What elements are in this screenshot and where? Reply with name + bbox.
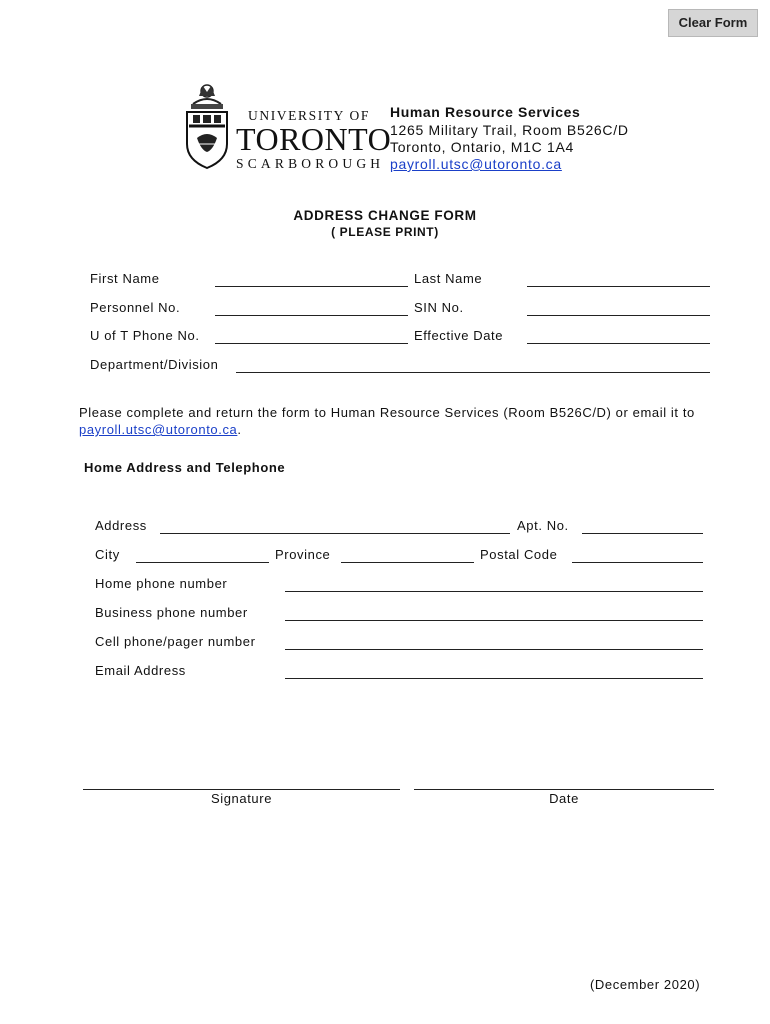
last-name-label: Last Name	[414, 271, 483, 286]
apt-no-field[interactable]	[582, 533, 703, 534]
form-subtitle: ( PLEASE PRINT)	[331, 225, 439, 239]
business-phone-label: Business phone number	[95, 605, 248, 620]
logo-scarborough: SCARBOROUGH	[236, 156, 385, 171]
signature-label: Signature	[210, 791, 273, 806]
cell-phone-field[interactable]	[285, 649, 703, 650]
hr-email-link[interactable]: payroll.utsc@utoronto.ca	[390, 156, 562, 172]
form-title: ADDRESS CHANGE FORM	[293, 208, 477, 223]
personnel-no-label: Personnel No.	[90, 300, 181, 315]
date-label: Date	[549, 791, 579, 806]
address-label: Address	[95, 518, 147, 533]
sin-no-field[interactable]	[527, 315, 710, 316]
revision-date: (December 2020)	[590, 977, 701, 992]
personnel-no-field[interactable]	[215, 315, 408, 316]
city-field[interactable]	[136, 562, 269, 563]
city-label: City	[95, 547, 120, 562]
home-phone-field[interactable]	[285, 591, 703, 592]
address-field[interactable]	[160, 533, 510, 534]
postal-code-label: Postal Code	[480, 547, 558, 562]
first-name-field[interactable]	[215, 286, 408, 287]
cell-phone-label: Cell phone/pager number	[95, 634, 256, 649]
date-field[interactable]	[414, 789, 714, 790]
coat-of-arms-icon	[183, 82, 231, 172]
effective-date-label: Effective Date	[414, 328, 504, 343]
province-label: Province	[275, 547, 331, 562]
hr-department-name: Human Resource Services	[390, 104, 581, 120]
apt-no-label: Apt. No.	[517, 518, 569, 533]
phone-no-label: U of T Phone No.	[90, 328, 200, 343]
home-section-heading: Home Address and Telephone	[84, 460, 286, 475]
department-field[interactable]	[236, 372, 710, 373]
logo-university-of: UNIVERSITY OF	[248, 108, 370, 123]
phone-no-field[interactable]	[215, 343, 408, 344]
clear-form-button[interactable]: Clear Form	[668, 9, 758, 37]
email-address-field[interactable]	[285, 678, 703, 679]
instructions-email-line	[79, 422, 242, 437]
postal-code-field[interactable]	[572, 562, 703, 563]
effective-date-field[interactable]	[527, 343, 710, 344]
province-field[interactable]	[341, 562, 474, 563]
instructions-text: Please complete and return the form to Human Resource Services (Room B526C/D) or email it to	[79, 405, 695, 420]
sin-no-label: SIN No.	[414, 300, 464, 315]
first-name-label: First Name	[90, 271, 160, 286]
hr-address-line1: 1265 Military Trail, Room B526C/D	[390, 122, 629, 138]
instructions-email-link[interactable]: payroll.utsc@utoronto.ca	[79, 422, 238, 437]
hr-address-line2: Toronto, Ontario, M1C 1A4	[390, 139, 575, 155]
logo-toronto: TORONTO	[236, 121, 392, 157]
email-address-label: Email Address	[95, 663, 186, 678]
instructions-period: .	[237, 422, 242, 437]
department-label: Department/Division	[90, 357, 219, 372]
signature-field[interactable]	[83, 789, 400, 790]
home-phone-label: Home phone number	[95, 576, 228, 591]
last-name-field[interactable]	[527, 286, 710, 287]
business-phone-field[interactable]	[285, 620, 703, 621]
